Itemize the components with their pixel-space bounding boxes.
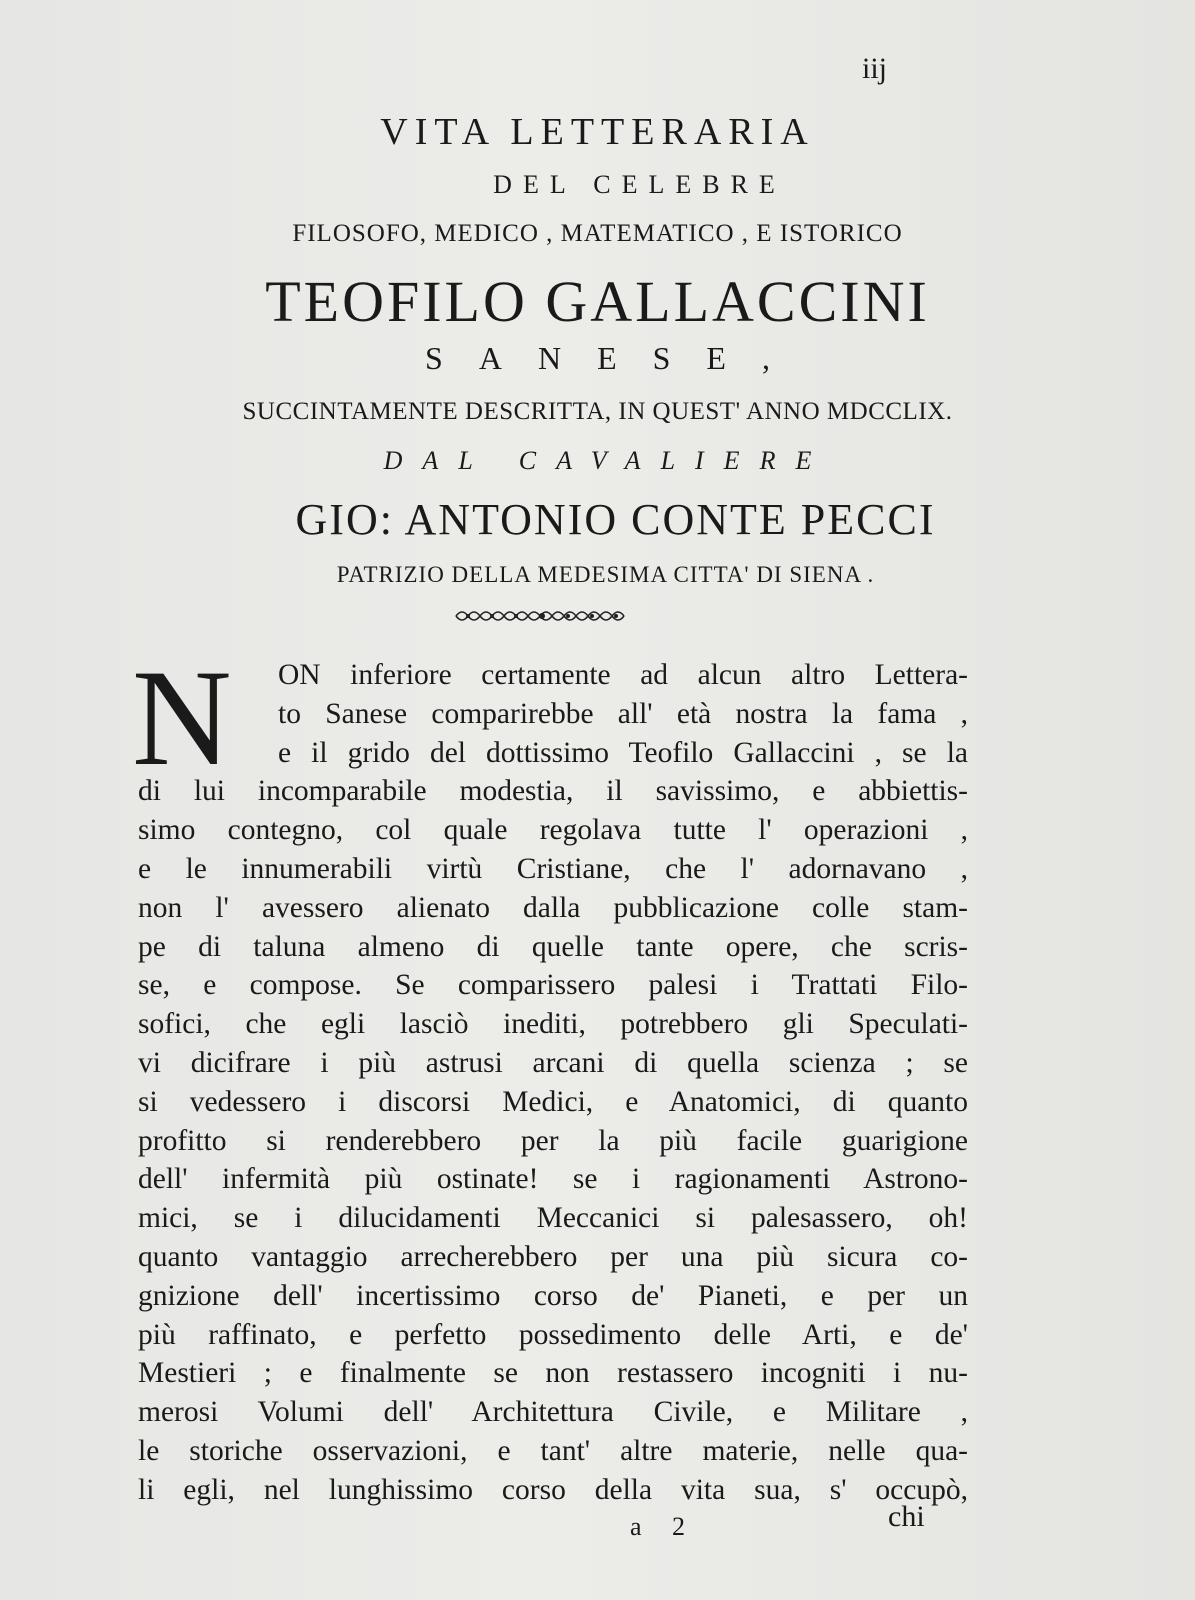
page-number: iij [862, 52, 888, 85]
text-line: merosi Volumi dell' Architettura Civile, e Militare , [138, 1396, 968, 1429]
text-line: vi dicifrare i più astrusi arcani di quella scienza ; se [138, 1046, 968, 1079]
text-line: le storiche osservazioni, e tant' altre materie, nelle qua- [138, 1434, 968, 1467]
text-line: ON inferiore certamente ad alcun altro Lettera- [278, 659, 968, 691]
text-line: mici, se i dilucidamenti Meccanici si palesassero, oh! [138, 1202, 968, 1235]
ornament-divider [452, 604, 632, 628]
text-line: quanto vantaggio arrecherebbero per una più sicura co- [138, 1240, 968, 1273]
signature-mark: a 2 [630, 1512, 698, 1541]
catchword: chi [888, 1500, 925, 1533]
title-line-author-subject: TEOFILO GALLACCINI [265, 269, 930, 334]
text-line: se, e compose. Se comparissero palesi i Trattati Filo- [138, 969, 968, 1002]
text-line: simo contegno, col quale regolava tutte l' operazioni , [138, 814, 968, 847]
title-line-patrizio: PATRIZIO DELLA MEDESIMA CITTA' DI SIENA . [336, 562, 875, 587]
body-paragraph [138, 656, 968, 1510]
text-line: si vedessero i discorsi Medici, e Anatomici, di quanto [138, 1085, 968, 1118]
title-line-professions: FILOSOFO, MEDICO , MATEMATICO , E ISTORICO [292, 220, 903, 247]
title-line-vita-letteraria: VITA LETTERARIA [380, 111, 815, 153]
title-line-sanese: SANESE, [425, 340, 806, 376]
text-line: pe di taluna almeno di quelle tante opere, che scris- [138, 930, 968, 963]
text-line: più raffinato, e perfetto possedimento delle Arti, e de' [138, 1318, 968, 1351]
text-line: di lui incomparabile modestia, il savissimo, e abbiettis- [138, 775, 968, 808]
text-line: dell' infermità più ostinate! se i ragionamenti Astrono- [138, 1163, 968, 1196]
text-line: to Sanese comparirebbe all' età nostra la fama , [278, 697, 968, 730]
text-line: sofici, che egli lasciò inediti, potrebbero gli Speculati- [138, 1008, 968, 1041]
title-line-writer-name: GIO: ANTONIO CONTE PECCI [295, 495, 936, 544]
title-line-dal-cavaliere: DAL CAVALIERE [383, 446, 832, 475]
text-line: gnizione dell' incertissimo corso de' Pianeti, e per un [138, 1279, 968, 1312]
text-line: Mestieri ; e finalmente se non restassero incogniti i nu- [138, 1357, 968, 1390]
text-line: e le innumerabili virtù Cristiane, che l' adornavano , [138, 852, 968, 885]
title-line-description: SUCCINTAMENTE DESCRITTA, IN QUEST' ANNO MDCCLIX. [242, 398, 953, 425]
text-line: e il grido del dottissimo Teofilo Gallaccini , se la [278, 736, 968, 769]
text-line: non l' avessero alienato dalla pubblicazione colle stam- [138, 891, 968, 924]
text-line: li egli, nel lunghissimo corso della vita sua, s' occupò, [138, 1473, 968, 1506]
text-line: profitto si renderebbero per la più facile guarigione [138, 1124, 968, 1157]
title-line-del-celebre: DEL CELEBRE [493, 170, 786, 199]
drop-cap: N [132, 641, 232, 794]
